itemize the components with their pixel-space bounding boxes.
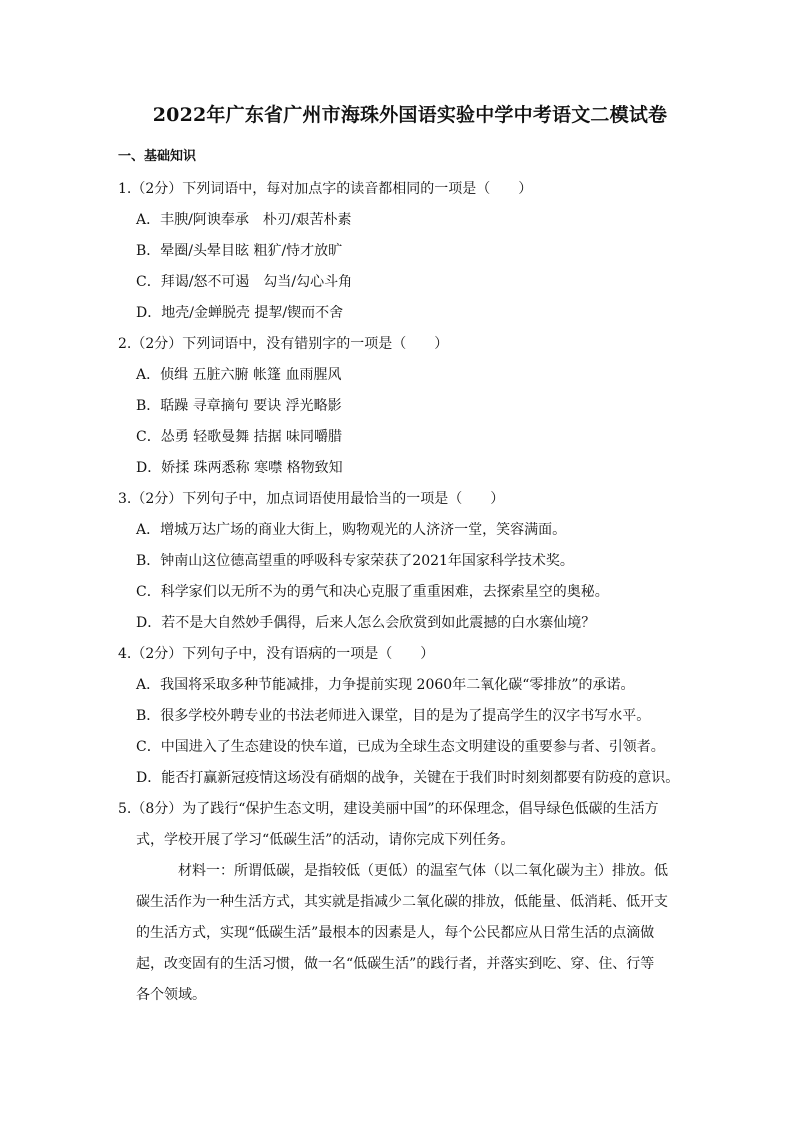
page-title: 2022年广东省广州市海珠外国语实验中学中考语文二模试卷 <box>152 104 668 126</box>
material-line-2: 碳生活作为一种生活方式，其实就是指减少二氧化碳的排放，低能量、低消耗、低开支 <box>136 894 668 910</box>
option-c: C．科学家们以无所不为的勇气和决心克服了重重困难，去探索星空的奥秘。 <box>136 584 609 600</box>
question-4 <box>118 639 722 794</box>
question-1 <box>118 174 722 329</box>
option-b: B．钟南山这位德高望重的呼吸科专家荣获了2021年国家科学技术奖。 <box>136 553 574 569</box>
material-line-5: 各个领域。 <box>136 987 206 1003</box>
option-a: A．我国将采取多种节能减排，力争提前实现 2060年二氧化碳“零排放”的承诺。 <box>136 677 635 693</box>
option-a: A．丰腴/阿谀奉承 朴刃/艰苦朴素 <box>136 212 352 228</box>
option-d: D．娇揉 珠两悉称 寒噤 格物致知 <box>136 460 343 476</box>
question-stem: 2.（2分）下列词语中，没有错别字的一项是（ ） <box>118 336 449 352</box>
material-line-4: 起，改变固有的生活习惯，做一名“低碳生活”的践行者，并落实到吃、穿、住、行等 <box>136 956 655 972</box>
option-a: A．侦缉 五脏六腑 帐篷 血雨腥风 <box>136 367 342 383</box>
option-b: B．聒躁 寻章摘句 要诀 浮光略影 <box>136 398 342 414</box>
material-passage <box>118 856 722 1011</box>
option-b: B．晕圈/头晕目眩 粗犷/恃才放旷 <box>136 243 343 259</box>
option-d: D．若不是大自然妙手偶得，后来人怎么会欣赏到如此震撼的白水寨仙境？ <box>136 615 596 631</box>
question-2 <box>118 329 722 484</box>
question-stem: 4.（2分）下列句子中，没有语病的一项是（ ） <box>118 646 435 662</box>
option-b: B．很多学校外聘专业的书法老师进入课堂，目的是为了提高学生的汉字书写水平。 <box>136 708 651 724</box>
option-d: D．地壳/金蝉脱壳 提挈/锲而不舍 <box>136 305 344 321</box>
option-a: A．增城万达广场的商业大街上，购物观光的人济济一堂，笑容满面。 <box>136 522 567 538</box>
section-heading: 一、基础知识 <box>118 149 197 164</box>
option-d: D．能否打赢新冠疫情这场没有硝烟的战争，关键在于我们时时刻刻都要有防疫的意识。 <box>136 770 680 786</box>
question-stem-line-2: 式，学校开展了学习“低碳生活”的活动，请你完成下列任务。 <box>136 832 515 848</box>
option-c: C．怂勇 轻歌曼舞 拮据 味同嚼腊 <box>136 429 343 445</box>
question-stem-line-1: 5.（8分）为了践行“保护生态文明，建设美丽中国”的环保理念，倡导绿色低碳的生活方 <box>118 801 659 817</box>
option-c: C．拜谒/怒不可遏 勾当/勾心斗角 <box>136 274 353 290</box>
question-5 <box>118 794 722 856</box>
question-stem: 3.（2分）下列句子中，加点词语使用最恰当的一项是（ ） <box>118 491 505 507</box>
material-line-3: 的生活方式，实现“低碳生活”最根本的因素是人，每个公民都应从日常生活的点滴做 <box>136 925 655 941</box>
question-stem: 1.（2分）下列词语中，每对加点字的读音都相同的一项是（ ） <box>118 181 533 197</box>
material-line-1: 材料一：所谓低碳，是指较低（更低）的温室气体（以二氧化碳为主）排放。低 <box>178 863 668 879</box>
option-c: C．中国进入了生态建设的快车道，已成为全球生态文明建设的重要参与者、引领者。 <box>136 739 665 755</box>
question-3 <box>118 484 722 639</box>
